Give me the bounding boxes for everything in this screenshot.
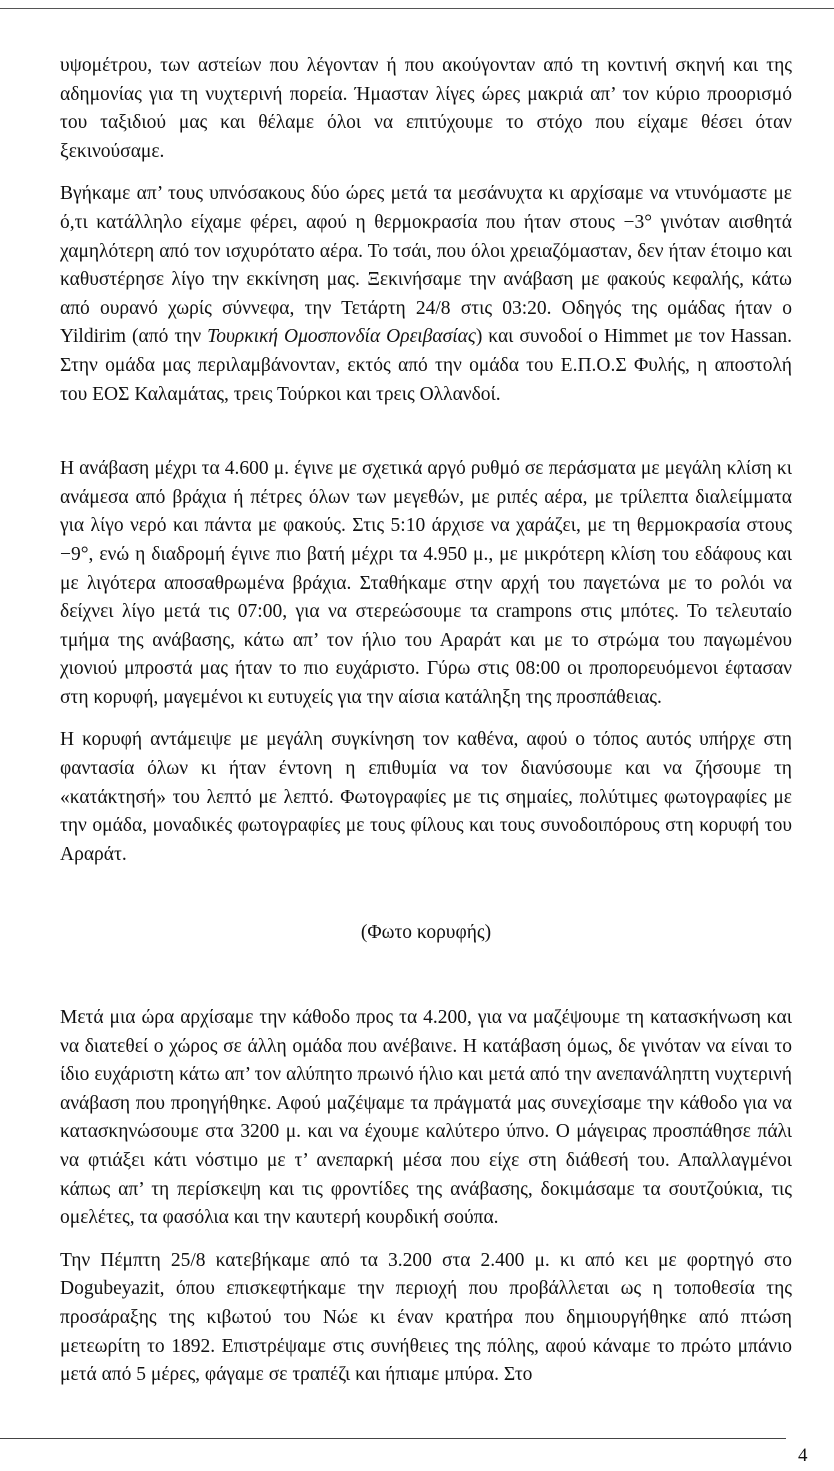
paragraph-2 <box>60 180 792 409</box>
page-number: 4 <box>798 1445 808 1466</box>
paragraph-5: Μετά μια ώρα αρχίσαμε την κάθοδο προς τα 4.200, για να μαζέψουμε τη κατασκήνωση και να διατεθεί ο χώρος σε άλλη ομάδα που ανέβαινε. Η κατάβαση όμως, δε γινόταν να είναι το ίδιο ευχάριστη κάτω απ’ τον αλύπητο πρωινό ήλιο και μετά από την ανεπανάληπτη νυχτερινή ανάβαση που προηγήθηκε. Αφού μαζέψαμε τα πράγματά μας συνεχίσαμε την κάθοδο για να κατασκηνώσουμε στα 3200 μ. και να έχουμε καλύτερο ύπνο. Ο μάγειρας προσπάθησε πάλι να φτιάξει κάτι νόστιμο με τ’ ανεπαρκή μέσα που είχε στη διάθεσή του. Απαλλαγμένοι κάπως απ’ τη περίσκεψη και τις φροντίδες της ανάβασης, δοκιμάσαμε τα σουτζούκια, τις ομελέτες, τα φασόλια και την καυτερή κουρδική σούπα. <box>60 1007 792 1229</box>
paragraph-4: Η κορυφή αντάμειψε με μεγάλη συγκίνηση τον καθένα, αφού ο τόπος αυτός υπήρχε στη φαντασία όλων κι ήταν έντονη η επιθυμία να τον διανύσουμε και να ζήσουμε τη «κατάκτησή» του λεπτό με λεπτό. Φωτογραφίες με τις σημαίες, πολύτιμες φωτογραφίες με την ομάδα, μοναδικές φωτογραφίες με τους φίλους και τους συνοδοιπόρους στη κορυφή του Αραράτ. <box>60 729 792 865</box>
top-rule <box>0 8 834 9</box>
paragraph-2-text-start: Βγήκαμε απ’ τους υπνόσακους δύο ώρες μετά τα μεσάνυχτα κι αρχίσαμε να ντυνόμαστε με ό,τι κατάλληλο είχαμε φέρει, αφού η θερμοκρασία που ήταν στους −3° γινόταν αισθητά χαμηλότερη από τον ισχυρότατο αέρα. Το τσάι, που όλοι χρειαζόμασταν, δεν ήταν έτοιμο και καθυστέρησε λίγο την εκκίνηση μας. Ξεκινήσαμε την ανάβαση με φακούς κεφαλής, κάτω από ουρανό χωρίς σύννεφα, την Τετάρτη 24/8 στις 03:20. Οδηγός της ομάδας ήταν ο Yildirim (από την <box>60 183 792 348</box>
bottom-rule <box>0 1438 786 1439</box>
paragraph-2-text-end: ) και συνοδοί ο Himmet με τον Hassan. Στην ομάδα μας περιλαμβάνονταν, εκτός από την ομάδα του Ε.Π.Ο.Σ Φυλής, η αποστολή του ΕΟΣ Καλαμάτας, τρεις Τούρκοι και τρεις Ολλανδοί. <box>60 326 793 405</box>
paragraph-6: Την Πέμπτη 25/8 κατεβήκαμε από τα 3.200 στα 2.400 μ. κι από κει με φορτηγό στο Dogubeyazit, όπου επισκεφτήκαμε την περιοχή που προβάλλεται ως η τοποθεσία της προσάραξης της κιβωτού του Νώε κι έναν κρατήρα που δημιουργήθηκε από πτώση μετεωρίτη το 1892. Επιστρέψαμε στις συνήθειες της πόλης, αφού κάναμε το πρώτο μπάνιο μετά από 5 μέρες, φάγαμε σε τραπέζι και ήπιαμε μπύρα. Στο <box>60 1249 792 1386</box>
photo-caption: (Φωτο κορυφής) <box>360 922 492 944</box>
federation-name-italic: Τουρκική Ομοσπονδία Ορειβασίας <box>207 326 476 348</box>
document-body <box>60 52 792 1404</box>
paragraph-1: υψομέτρου, των αστείων που λέγονταν ή που ακούγονταν από τη κοντινή σκηνή και της αδημονίας για τη νυχτερινή πορεία. Ήμασταν λίγες ώρες μακριά απ’ τον κύριο προορισμό του ταξιδιού μας και θέλαμε όλοι να επιτύχουμε το στόχο που είχαμε θέσει όταν ξεκινούσαμε. <box>60 55 792 162</box>
paragraph-3: Η ανάβαση μέχρι τα 4.600 μ. έγινε με σχετικά αργό ρυθμό σε περάσματα με μεγάλη κλίση κι ανάμεσα από βράχια ή πέτρες όλων των μεγεθών, με ριπές αέρα, με τρίλεπτα διαλείμματα για λίγο νερό και πάντα με φακούς. Στις 5:10 άρχισε να χαράζει, με τη θερμοκρασία στους −9°, ενώ η διαδρομή έγινε πιο βατή μέχρι τα 4.950 μ., με μικρότερη κλίση του εδάφους και με λιγότερα αποσαθρωμένα βράχια. Σταθήκαμε στην αρχή του παγετώνα με το ρολόι να δείχνει λίγο μετά τις 07:00, για να στερεώσουμε τα crampons στις μπότες. Το τελευταίο τμήμα της ανάβασης, κάτω απ’ τον ήλιο του Αραράτ και με το στρώμα του παγωμένου χιονιού μπροστά μας ήταν το πιο ευχάριστο. Γύρω στις 08:00 οι προπορευόμενοι έφτασαν στη κορυφή, μαγεμένοι κι ευτυχείς για την αίσια κατάληξη της προσπάθειας. <box>60 458 792 708</box>
